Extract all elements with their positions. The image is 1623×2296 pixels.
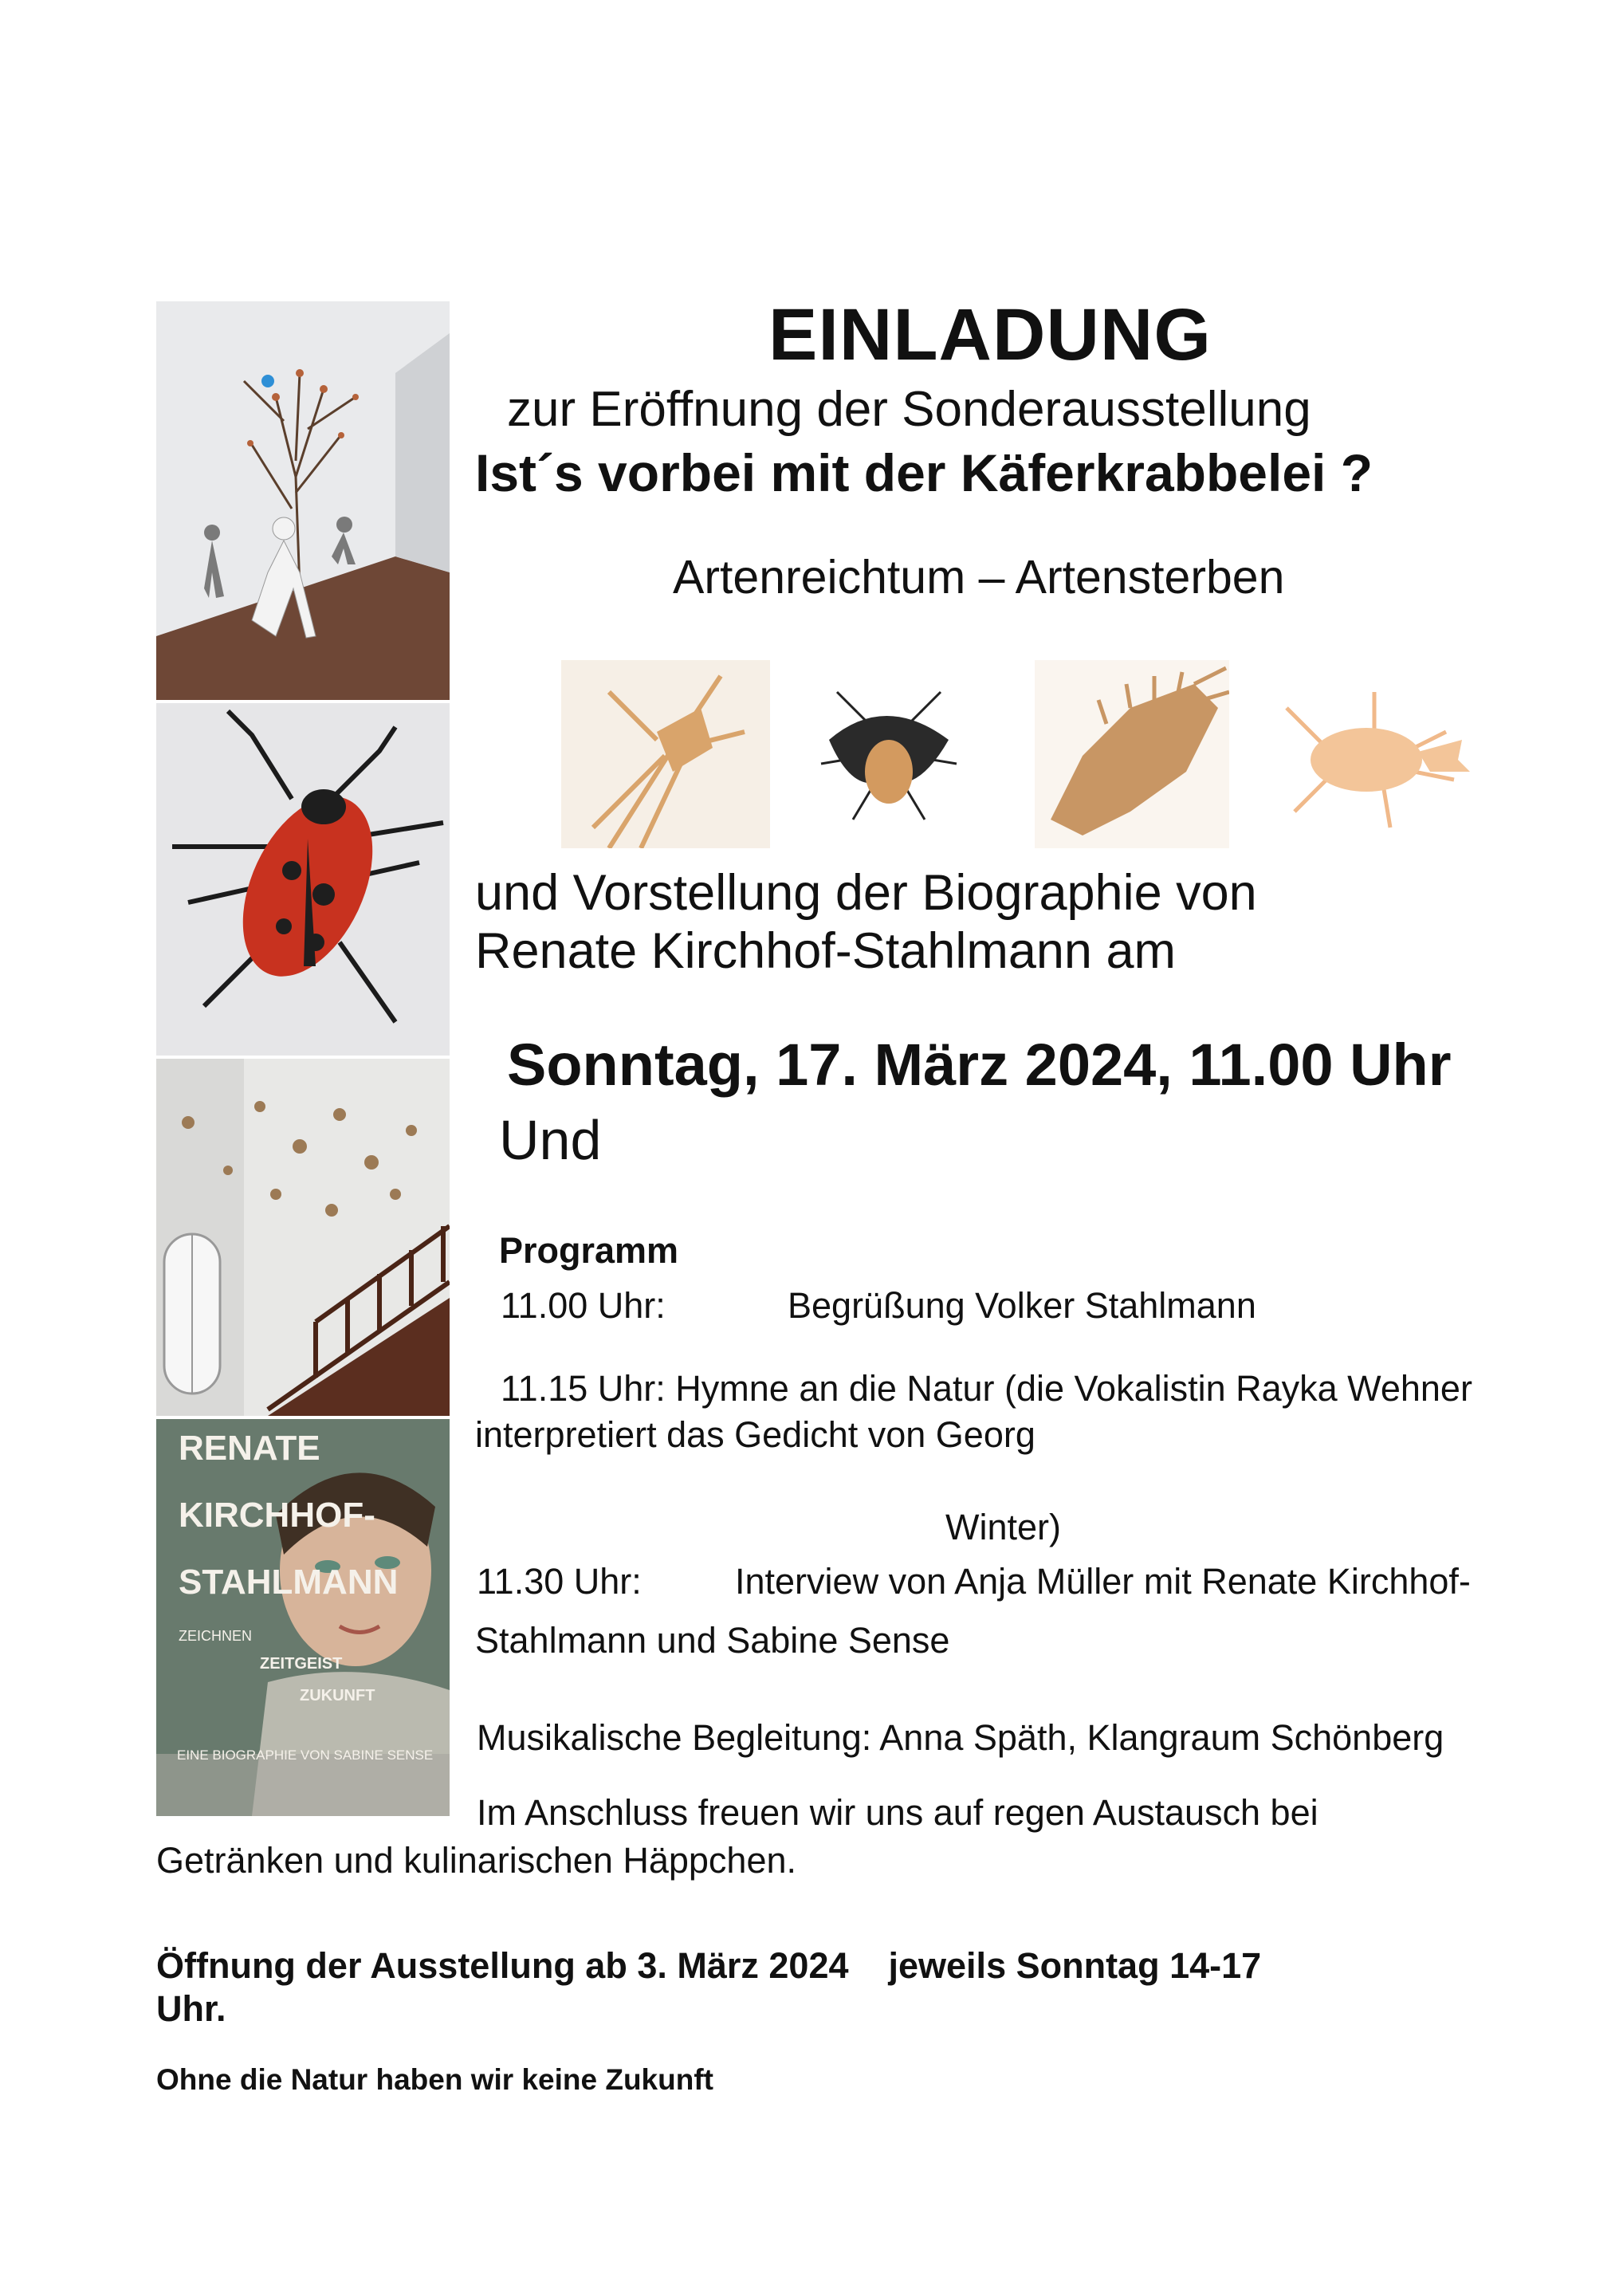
photo-red-beetle: [156, 703, 450, 1056]
exhibition-title: Ist´s vorbei mit der Käferkrabbelei ?: [475, 443, 1373, 502]
program-item2-line1: 11.15 Uhr: Hymne an die Natur (die Vokalistin Rayka Wehner: [501, 1368, 1472, 1409]
book-cover-subtitle-line1: ZEICHNEN: [179, 1628, 253, 1644]
event-date: Sonntag, 17. März 2024, 11.00 Uhr: [507, 1032, 1452, 1098]
program-item3-time: 11.30 Uhr:: [477, 1561, 642, 1602]
book-cover-name-line3: STAHLMANN: [179, 1563, 399, 1602]
presentation-line1: und Vorstellung der Biographie von: [475, 865, 1257, 921]
music-credit: Musikalische Begleitung: Anna Späth, Klangraum Schönberg: [477, 1717, 1444, 1758]
program-item3-line2: Stahlmann und Sabine Sense: [475, 1620, 950, 1661]
program-heading: Programm: [499, 1230, 679, 1271]
insect-image-2: [805, 660, 969, 848]
book-cover-name-line2: KIRCHHOF-: [179, 1496, 375, 1535]
motto: Ohne die Natur haben wir keine Zukunft: [156, 2063, 713, 2096]
insect-image-4: [1271, 660, 1475, 848]
invitation-heading: EINLADUNG: [768, 294, 1212, 375]
exhibition-theme: Artenreichtum – Artensterben: [673, 551, 1285, 603]
book-cover-bottom-line: EINE BIOGRAPHIE VON SABINE SENSE: [177, 1748, 434, 1763]
und-text: Und: [499, 1109, 602, 1171]
opening-hours-line1: Öffnung der Ausstellung ab 3. März 2024 jeweils Sonntag 14-17: [156, 1945, 1262, 1986]
photo-stairwell-insects: [156, 1059, 450, 1416]
closing-line1: Im Anschluss freuen wir uns auf regen Austausch bei: [477, 1792, 1318, 1833]
presentation-line2: Renate Kirchhof-Stahlmann am: [475, 923, 1176, 979]
program-item1-time: 11.00 Uhr:: [501, 1285, 666, 1326]
book-cover-name-line1: RENATE: [179, 1429, 320, 1468]
photo-tree-installation: [156, 301, 450, 700]
program-item2-line2: interpretiert das Gedicht von Georg: [475, 1414, 1035, 1455]
book-cover-subtitle-line2: ZEITGEIST: [260, 1655, 343, 1673]
closing-line2: Getränken und kulinarischen Häppchen.: [156, 1840, 797, 1881]
insect-image-1: [561, 660, 770, 848]
book-cover-subtitle-line3: ZUKUNFT: [300, 1687, 375, 1704]
photo-book-cover: [156, 1419, 450, 1816]
program-item2-line3: Winter): [945, 1507, 1061, 1547]
opening-hours-line2: Uhr.: [156, 1988, 226, 2029]
program-item1-text: Begrüßung Volker Stahlmann: [788, 1285, 1256, 1326]
insect-image-3: [1035, 660, 1229, 848]
invitation-subheading: zur Eröffnung der Sonderausstellung: [507, 382, 1311, 437]
program-item3-text: Interview von Anja Müller mit Renate Kirchhof-: [735, 1561, 1471, 1602]
